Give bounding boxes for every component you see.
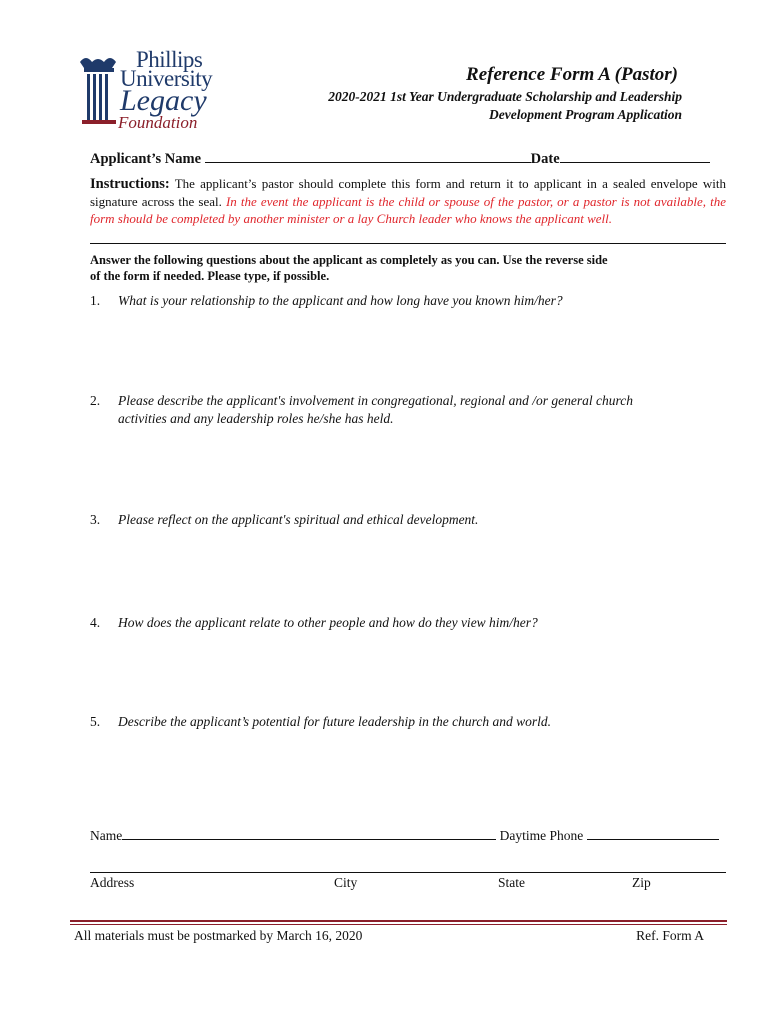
state-label: State xyxy=(498,875,525,890)
applicant-name-label: Applicant’s Name xyxy=(90,151,202,167)
question-text: What is your relationship to the applicant and how long have you known him/her? xyxy=(118,293,563,308)
question-number: 4. xyxy=(90,615,101,630)
question-text: How does the applicant relate to other people and how do they view him/her? xyxy=(118,615,538,630)
section-divider xyxy=(90,243,726,244)
question-text: Describe the applicant’s potential for future leadership in the church and world. xyxy=(118,714,551,729)
name-label: Name xyxy=(90,828,123,843)
subtitle-line-1: 2020-2021 1st Year Undergraduate Scholarship and Leadership xyxy=(328,89,682,104)
name-field[interactable] xyxy=(122,827,496,840)
date-label: Date xyxy=(530,151,560,167)
foundation-logo xyxy=(78,48,230,134)
logo-word-university: University xyxy=(120,66,213,91)
answer-note-line-2: of the form if needed. Please type, if possible. xyxy=(90,269,330,283)
logo-word-legacy: Legacy xyxy=(120,84,207,117)
instructions-block xyxy=(90,175,726,227)
footer-divider-thin xyxy=(70,924,727,925)
column-capital-icon xyxy=(78,52,120,132)
instructions-alternate-note: In the event the applicant is the child or spouse of the pastor, or a pastor is not available, the form should be completed by another minister or a lay Church leader who knows the applicant well. xyxy=(90,194,726,226)
question-number: 1. xyxy=(90,293,101,308)
footer-divider xyxy=(70,920,727,922)
question-number: 2. xyxy=(90,393,101,408)
question-number: 3. xyxy=(90,512,101,527)
daytime-phone-label: Daytime Phone xyxy=(499,828,584,843)
logo-word-phillips: Phillips xyxy=(136,47,203,72)
address-label: Address xyxy=(90,875,135,890)
name-phone-row xyxy=(90,827,726,844)
form-reference: Ref. Form A xyxy=(636,928,704,943)
instructions-label: Instructions: xyxy=(90,176,170,192)
question-number: 5. xyxy=(90,714,101,729)
zip-label: Zip xyxy=(632,875,651,890)
form-subtitle xyxy=(250,88,682,124)
address-field[interactable] xyxy=(90,872,726,873)
city-label: City xyxy=(334,875,358,890)
applicant-row xyxy=(90,150,726,168)
question-text: Please reflect on the applicant's spiritual and ethical development. xyxy=(118,512,479,527)
form-title: Reference Form A (Pastor) xyxy=(466,64,678,85)
question-text: Please describe the applicant's involvement in congregational, regional and /or general church activities and any leadership roles he/she has held. xyxy=(118,393,634,426)
subtitle-line-2: Development Program Application xyxy=(489,107,682,122)
date-field[interactable] xyxy=(560,150,710,163)
postmark-deadline: All materials must be postmarked by March 16, 2020 xyxy=(74,928,363,943)
daytime-phone-field[interactable] xyxy=(587,827,719,840)
applicant-name-field[interactable] xyxy=(205,150,531,163)
answer-note-line-1: Answer the following questions about the applicant as completely as you can. Use the reverse side xyxy=(90,253,608,267)
logo-word-foundation: Foundation xyxy=(118,113,198,132)
instructions-text: The applicant’s pastor should complete this form and return it to applicant in a sealed envelope with signature across the seal. xyxy=(90,176,726,209)
answer-note xyxy=(90,252,726,284)
